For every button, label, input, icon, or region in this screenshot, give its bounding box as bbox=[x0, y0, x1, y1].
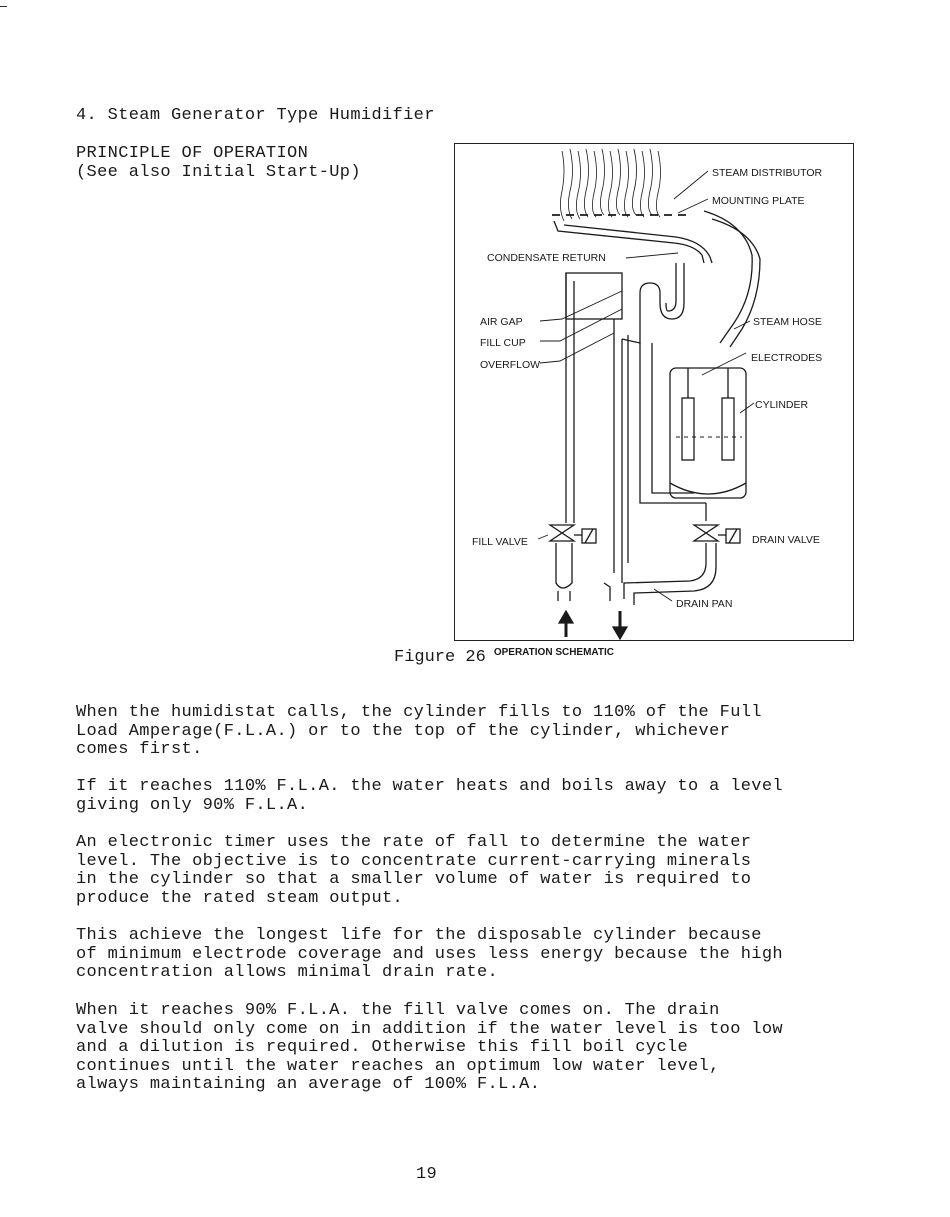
fill-valve-symbol bbox=[550, 525, 574, 541]
paragraph-2 bbox=[76, 778, 783, 815]
figure-caption bbox=[394, 648, 614, 667]
paragraph-1 bbox=[76, 704, 762, 760]
paragraph-5 bbox=[76, 1002, 783, 1095]
operation-schematic-diagram bbox=[454, 143, 854, 641]
paragraph-line: When the humidistat calls, the cylinder fills to 110% of the Full bbox=[76, 703, 762, 722]
electrode-left bbox=[682, 398, 694, 460]
figure-caption-number: Figure 26 bbox=[394, 648, 486, 667]
paragraph-line: Load Amperage(F.L.A.) or to the top of the cylinder, whichever bbox=[76, 721, 731, 741]
label-condensate-return: CONDENSATE RETURN bbox=[487, 252, 606, 264]
electrode-right bbox=[722, 398, 734, 460]
label-electrodes: ELECTRODES bbox=[751, 352, 823, 364]
principle-subheading: (See also Initial Start-Up) bbox=[76, 163, 361, 182]
paragraph-3 bbox=[76, 834, 751, 908]
paragraph-line: produce the rated steam output. bbox=[76, 888, 404, 908]
paragraph-line: giving only 90% F.L.A. bbox=[76, 795, 309, 815]
paragraph-line: comes first. bbox=[76, 740, 203, 760]
steam-distributor-drawing bbox=[560, 149, 660, 221]
paragraph-line: level. The objective is to concentrate current-carrying minerals bbox=[76, 851, 752, 871]
label-mounting-plate: MOUNTING PLATE bbox=[712, 195, 805, 207]
paragraph-line: and a dilution is required. Otherwise this fill boil cycle bbox=[76, 1038, 688, 1058]
label-drain-pan: DRAIN PAN bbox=[676, 598, 733, 610]
section-heading: 4. Steam Generator Type Humidifier bbox=[76, 106, 435, 125]
page-number: 19 bbox=[416, 1165, 438, 1184]
paragraph-line: always maintaining an average of 100% F.L.A. bbox=[76, 1075, 541, 1095]
scan-mark bbox=[0, 6, 7, 7]
drain-valve-symbol bbox=[694, 525, 718, 541]
paragraph-line: An electronic timer uses the rate of fall to determine the water bbox=[76, 833, 752, 852]
figure-caption-title: OPERATION SCHEMATIC bbox=[493, 647, 615, 658]
paragraph-line: valve should only come on in addition if the water level is too low bbox=[76, 1019, 783, 1039]
label-drain-valve: DRAIN VALVE bbox=[752, 534, 820, 546]
paragraph-4 bbox=[76, 927, 783, 983]
label-steam-distributor: STEAM DISTRIBUTOR bbox=[712, 167, 823, 179]
label-air-gap: AIR GAP bbox=[480, 316, 523, 328]
paragraph-line: of minimum electrode coverage and uses less energy because the high bbox=[76, 944, 783, 964]
paragraph-line: When it reaches 90% F.L.A. the fill valve comes on. The drain bbox=[76, 1001, 720, 1020]
paragraph-line: in the cylinder so that a smaller volume of water is required to bbox=[76, 870, 752, 890]
principle-heading: PRINCIPLE OF OPERATION bbox=[76, 144, 309, 163]
label-fill-cup: FILL CUP bbox=[480, 337, 526, 349]
paragraph-line: If it reaches 110% F.L.A. the water heats and boils away to a level bbox=[76, 777, 783, 796]
label-overflow: OVERFLOW bbox=[480, 359, 541, 371]
label-fill-valve: FILL VALVE bbox=[472, 536, 528, 548]
paragraph-line: This achieve the longest life for the disposable cylinder because bbox=[76, 926, 762, 945]
label-cylinder: CYLINDER bbox=[755, 399, 809, 411]
paragraph-line: concentration allows minimal drain rate. bbox=[76, 963, 499, 983]
paragraph-line: continues until the water reaches an optimum low water level, bbox=[76, 1056, 720, 1076]
label-steam-hose: STEAM HOSE bbox=[753, 316, 822, 328]
